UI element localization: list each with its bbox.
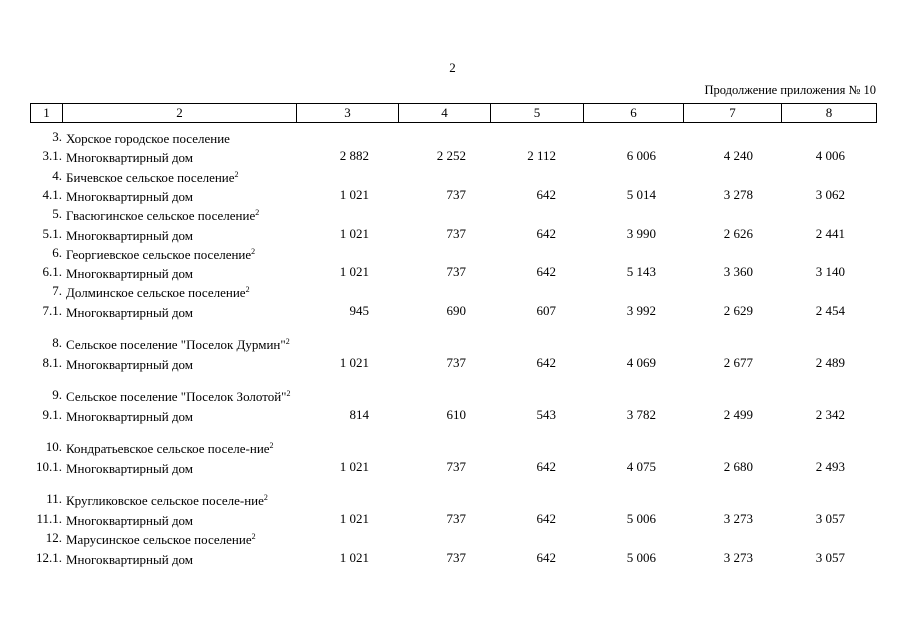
page-number: 2 bbox=[449, 60, 456, 75]
row-name-text: Бичевское сельское поселение bbox=[66, 170, 235, 185]
table-row bbox=[30, 261, 876, 280]
cell-col-4: 737 bbox=[446, 459, 466, 474]
table-row bbox=[30, 351, 876, 371]
table-row bbox=[30, 145, 876, 164]
cell-col-5: 607 bbox=[536, 303, 556, 318]
row-name bbox=[62, 191, 296, 203]
row-name bbox=[62, 249, 296, 261]
table-row bbox=[30, 164, 876, 184]
cell-col-6: 5 006 bbox=[626, 550, 656, 565]
footnote-marker: 2 bbox=[263, 493, 268, 502]
cell-col-3: 945 bbox=[349, 303, 369, 318]
table-row bbox=[30, 546, 876, 566]
cell-col-5: 642 bbox=[536, 550, 556, 565]
cell-col-8: 2 493 bbox=[815, 459, 845, 474]
cell-col-5: 642 bbox=[536, 459, 556, 474]
cell-col-7: 3 278 bbox=[723, 187, 753, 202]
row-name bbox=[62, 307, 296, 319]
row-name bbox=[62, 495, 296, 507]
table-row bbox=[30, 203, 876, 222]
cell-col-6: 4 075 bbox=[626, 459, 656, 474]
cell-col-4: 737 bbox=[446, 187, 466, 202]
cell-col-8: 3 057 bbox=[815, 511, 845, 526]
row-number: 8.1. bbox=[42, 355, 62, 370]
cell-col-6: 3 990 bbox=[626, 226, 656, 241]
row-name bbox=[62, 554, 296, 566]
row-number: 7. bbox=[52, 283, 62, 298]
row-name-text: Многоквартирный дом bbox=[66, 409, 194, 424]
cell-col-7: 2 626 bbox=[723, 226, 753, 241]
row-number: 5.1. bbox=[42, 226, 62, 241]
cell-col-3: 1 021 bbox=[339, 511, 369, 526]
row-name-text: Многоквартирный дом bbox=[66, 189, 194, 204]
cell-col-7: 2 680 bbox=[723, 459, 753, 474]
row-number: 12.1. bbox=[36, 550, 62, 565]
row-number: 8. bbox=[52, 335, 62, 350]
cell-col-4: 737 bbox=[446, 226, 466, 241]
row-number: 9. bbox=[52, 387, 62, 402]
footnote-marker: 2 bbox=[251, 247, 256, 256]
row-number: 6.1. bbox=[42, 264, 62, 279]
cell-col-3: 1 021 bbox=[339, 264, 369, 279]
cell-col-6: 4 069 bbox=[626, 355, 656, 370]
cell-col-4: 690 bbox=[446, 303, 466, 318]
cell-col-8: 2 441 bbox=[815, 226, 845, 241]
row-name-text: Георгиевское сельское поселение bbox=[66, 247, 252, 262]
row-name bbox=[62, 172, 296, 184]
cell-col-6: 5 006 bbox=[626, 511, 656, 526]
cell-col-7: 3 273 bbox=[723, 550, 753, 565]
cell-col-8: 2 454 bbox=[815, 303, 845, 318]
table-row bbox=[30, 455, 876, 475]
footnote-marker: 2 bbox=[255, 208, 260, 217]
cell-col-7: 4 240 bbox=[723, 148, 753, 163]
row-name-text: Многоквартирный дом bbox=[66, 266, 194, 281]
cell-col-4: 737 bbox=[446, 511, 466, 526]
cell-col-3: 2 882 bbox=[339, 148, 369, 163]
row-name bbox=[62, 152, 296, 164]
cell-col-3: 1 021 bbox=[339, 226, 369, 241]
cell-col-4: 610 bbox=[446, 407, 466, 422]
cell-col-6: 3 782 bbox=[626, 407, 656, 422]
row-name bbox=[62, 287, 296, 299]
cell-col-8: 3 062 bbox=[815, 187, 845, 202]
row-name bbox=[62, 359, 296, 371]
cell-col-5: 642 bbox=[536, 355, 556, 370]
row-name bbox=[62, 210, 296, 222]
column-header-6: 6 bbox=[584, 104, 684, 123]
table-row bbox=[30, 371, 876, 403]
cell-col-3: 1 021 bbox=[339, 355, 369, 370]
table-row bbox=[30, 507, 876, 527]
row-number: 5. bbox=[52, 206, 62, 221]
footnote-marker: 2 bbox=[269, 441, 274, 450]
cell-col-7: 3 360 bbox=[723, 264, 753, 279]
row-number: 12. bbox=[45, 530, 62, 545]
row-name-text: Многоквартирный дом bbox=[66, 150, 194, 165]
footnote-marker: 2 bbox=[245, 285, 250, 294]
cell-col-6: 6 006 bbox=[626, 148, 656, 163]
table-row bbox=[30, 423, 876, 455]
column-header-4: 4 bbox=[399, 104, 491, 123]
row-name bbox=[62, 133, 296, 145]
row-name-text: Многоквартирный дом bbox=[66, 228, 194, 243]
row-name-text: Многоквартирный дом bbox=[66, 461, 194, 476]
cell-col-5: 2 112 bbox=[527, 148, 556, 163]
row-name-text: Сельское поселение "Поселок Золотой" bbox=[66, 389, 287, 404]
cell-col-3: 1 021 bbox=[339, 459, 369, 474]
cell-col-6: 5 014 bbox=[626, 187, 656, 202]
footnote-marker: 2 bbox=[251, 532, 256, 541]
row-name bbox=[62, 339, 296, 351]
row-name bbox=[62, 268, 296, 280]
row-name-text: Кондратьевское сельское поселе-ние bbox=[66, 441, 270, 456]
row-name-text: Сельское поселение "Поселок Дурмин" bbox=[66, 337, 286, 352]
column-header-2: 2 bbox=[63, 104, 297, 123]
table-row bbox=[30, 475, 876, 507]
cell-col-8: 3 140 bbox=[815, 264, 845, 279]
table-body bbox=[30, 126, 876, 566]
table-row bbox=[30, 280, 876, 299]
cell-col-4: 737 bbox=[446, 264, 466, 279]
cell-col-3: 1 021 bbox=[339, 550, 369, 565]
row-name bbox=[62, 411, 296, 423]
row-name bbox=[62, 391, 296, 403]
row-name-text: Марусинское сельское поселение bbox=[66, 532, 252, 547]
row-number: 3.1. bbox=[42, 148, 62, 163]
row-number: 10.1. bbox=[36, 459, 62, 474]
column-header-8: 8 bbox=[782, 104, 877, 123]
continuation-note: Продолжение приложения № 10 bbox=[704, 83, 876, 97]
row-number: 11. bbox=[46, 491, 62, 506]
cell-col-8: 2 342 bbox=[815, 407, 845, 422]
column-header-3: 3 bbox=[297, 104, 399, 123]
footnote-marker: 2 bbox=[285, 337, 290, 346]
column-header-table bbox=[30, 103, 877, 123]
cell-col-5: 543 bbox=[536, 407, 556, 422]
cell-col-7: 3 273 bbox=[723, 511, 753, 526]
row-name bbox=[62, 230, 296, 242]
table-row bbox=[30, 403, 876, 423]
cell-col-6: 3 992 bbox=[626, 303, 656, 318]
row-name bbox=[62, 534, 296, 546]
row-name-text: Хорское городское поселение bbox=[66, 131, 230, 146]
row-number: 4.1. bbox=[42, 187, 62, 202]
row-number: 3. bbox=[52, 129, 62, 144]
row-name-text: Гвасюгинское сельское поселение bbox=[66, 208, 256, 223]
cell-col-7: 2 629 bbox=[723, 303, 753, 318]
row-number: 10. bbox=[45, 439, 62, 454]
table-row bbox=[30, 126, 876, 145]
row-name bbox=[62, 463, 296, 475]
row-name bbox=[62, 443, 296, 455]
row-number: 4. bbox=[52, 168, 62, 183]
row-name-text: Многоквартирный дом bbox=[66, 305, 194, 320]
cell-col-4: 737 bbox=[446, 355, 466, 370]
row-number: 11.1. bbox=[36, 511, 62, 526]
cell-col-5: 642 bbox=[536, 511, 556, 526]
row-name-text: Долминское сельское поселение bbox=[66, 285, 246, 300]
table-row bbox=[30, 319, 876, 351]
cell-col-7: 2 677 bbox=[723, 355, 753, 370]
cell-col-4: 2 252 bbox=[436, 148, 466, 163]
footnote-marker: 2 bbox=[286, 389, 291, 398]
table-row bbox=[30, 184, 876, 203]
row-name-text: Многоквартирный дом bbox=[66, 357, 194, 372]
column-header-7: 7 bbox=[684, 104, 782, 123]
cell-col-8: 3 057 bbox=[815, 550, 845, 565]
cell-col-5: 642 bbox=[536, 264, 556, 279]
row-number: 9.1. bbox=[42, 407, 62, 422]
row-name-text: Многоквартирный дом bbox=[66, 552, 194, 567]
cell-col-4: 737 bbox=[446, 550, 466, 565]
row-name bbox=[62, 515, 296, 527]
row-name-text: Кругликовское сельское поселе-ние bbox=[66, 493, 264, 508]
table-row bbox=[30, 222, 876, 242]
table-row bbox=[30, 242, 876, 261]
row-name-text: Многоквартирный дом bbox=[66, 513, 194, 528]
table-row bbox=[30, 527, 876, 546]
cell-col-6: 5 143 bbox=[626, 264, 656, 279]
column-header-1: 1 bbox=[31, 104, 63, 123]
cell-col-5: 642 bbox=[536, 226, 556, 241]
cell-col-8: 4 006 bbox=[815, 148, 845, 163]
footnote-marker: 2 bbox=[234, 170, 239, 179]
cell-col-7: 2 499 bbox=[723, 407, 753, 422]
cell-col-5: 642 bbox=[536, 187, 556, 202]
row-number: 7.1. bbox=[42, 303, 62, 318]
row-number: 6. bbox=[52, 245, 62, 260]
table-row bbox=[30, 299, 876, 319]
cell-col-3: 1 021 bbox=[339, 187, 369, 202]
column-header-5: 5 bbox=[491, 104, 584, 123]
cell-col-3: 814 bbox=[349, 407, 369, 422]
cell-col-8: 2 489 bbox=[815, 355, 845, 370]
